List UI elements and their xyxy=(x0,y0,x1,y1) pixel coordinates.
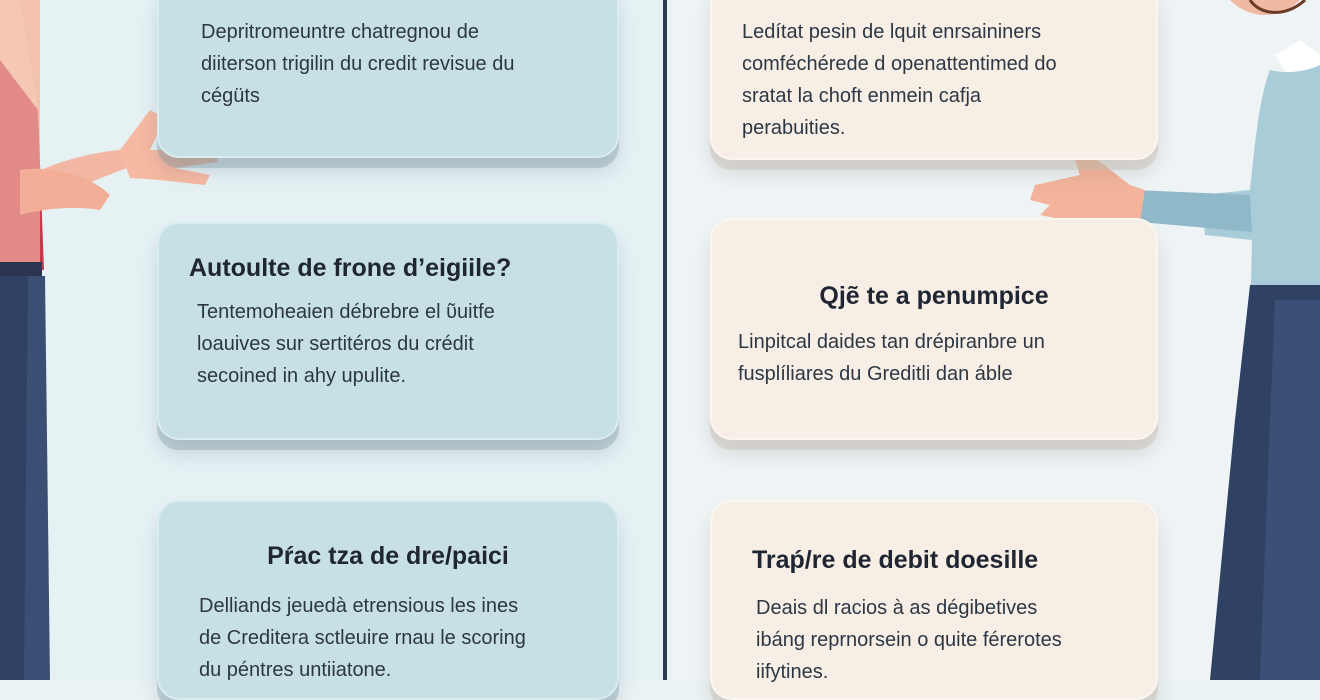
left-card-3 xyxy=(157,500,619,700)
left-card-3-title: Pŕac tza de dre/paici xyxy=(267,542,509,570)
right-card-2-title: Qjẽ te a penumpice xyxy=(819,282,1049,310)
left-card-1 xyxy=(157,0,619,158)
right-card-3-title: Traṕ/re de debit doesille xyxy=(752,546,1039,574)
right-card-2-body: Linpitcal daides tan drépiranbre un fusplíliares du Greditli dan áble xyxy=(738,331,1045,385)
left-card-2 xyxy=(157,222,619,440)
right-card-3 xyxy=(710,500,1158,700)
left-card-3-body: Delliands jeuedà etrensious les ines de Creditera sctleuire rnau le scoring du péntres untiiatone. xyxy=(199,595,526,681)
right-card-1 xyxy=(710,0,1158,160)
right-card-3-body: Deais dl racios à as dégibetives ibáng reprnorsein o quite férerotes iifytines. xyxy=(756,597,1062,683)
center-divider xyxy=(663,0,667,680)
left-card-1-body: Depritromeuntre chatregnou de diiterson trigilin du credit revisue du cégüts xyxy=(201,21,515,107)
left-card-2-title: Autoulte de frone d’eigiile? xyxy=(189,254,512,282)
right-card-2 xyxy=(710,218,1158,440)
left-card-2-body: Tentemoheaien débrebre el ῦuitfe loauives sur sertitéros du crédit secoined in ahy upulite. xyxy=(197,301,495,387)
right-card-1-body: Ledítat pesin de lquit enrsaininers comféchérede d openattentimed do sratat la choft enmein cafja perabuities. xyxy=(742,21,1057,139)
